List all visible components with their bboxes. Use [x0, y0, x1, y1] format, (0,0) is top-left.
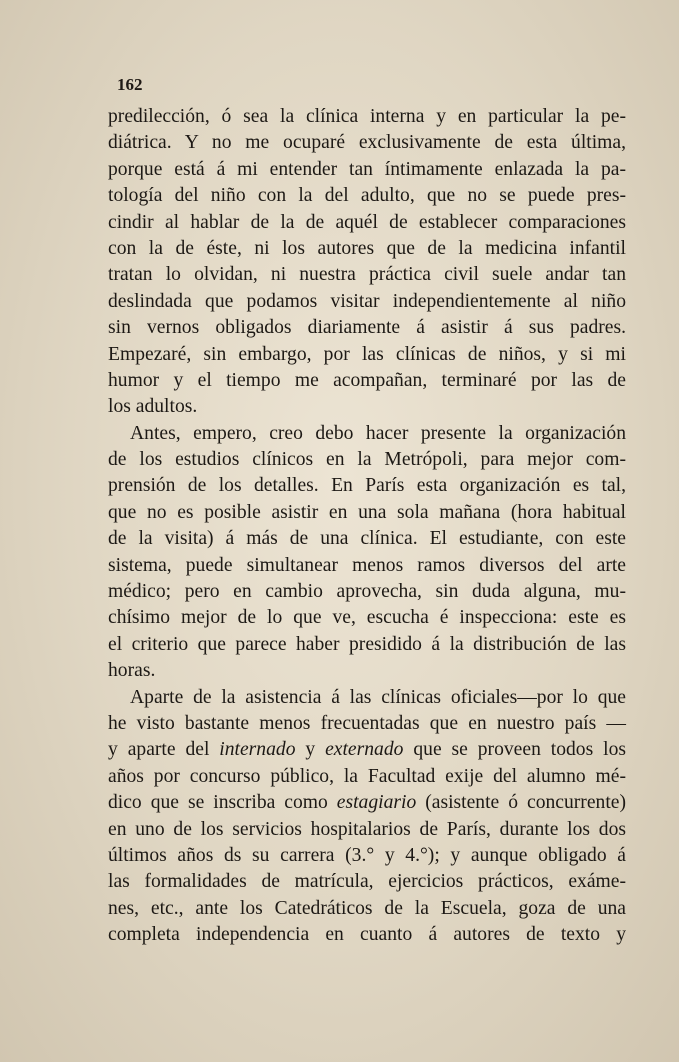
- paragraph-1: [108, 104, 626, 421]
- text-line: porque está á mi entender tan íntimamente enlazada la pa-: [108, 158, 626, 180]
- text-line: años por concurso público, la Facultad exije del alumno mé-: [108, 765, 626, 787]
- text-line: sistema, puede simultanear menos ramos diversos del arte: [108, 554, 626, 576]
- text-line: completa independencia en cuanto á autores de texto y: [108, 924, 626, 946]
- page-number: 162: [117, 75, 143, 94]
- text-line: sin vernos obligados diariamente á asistir á sus padres.: [108, 317, 626, 339]
- paragraph-2: [108, 421, 626, 685]
- text-line: chísimo mejor de lo que ve, escucha é inspecciona: este es: [108, 607, 626, 629]
- text-line: diátrica. Y no me ocuparé exclusivamente de esta última,: [108, 132, 626, 154]
- text-line: médico; pero en cambio aprovecha, sin duda alguna, mu-: [108, 581, 626, 603]
- text-line: humor y el tiempo me acompañan, terminaré por las de: [108, 369, 626, 391]
- text-line: he visto bastante menos frecuentadas que en nuestro país —: [108, 712, 626, 734]
- text-line: predilección, ó sea la clínica interna y en particular la pe-: [108, 106, 626, 127]
- text-line: de los estudios clínicos en la Metrópoli, para mejor com-: [108, 449, 626, 471]
- text-line: Empezaré, sin embargo, por las clínicas de niños, y si mi: [108, 343, 626, 365]
- text-line: prensión de los detalles. En París esta organización es tal,: [108, 475, 626, 497]
- text-line: Aparte de la asistencia á las clínicas oficiales—por lo que: [130, 686, 626, 708]
- text-line: últimos años ds su carrera (3.° y 4.°); y aunque obligado á: [108, 844, 626, 866]
- text-line: con la de éste, ni los autores que de la medicina infantil: [108, 237, 626, 259]
- paragraph-3: [108, 685, 626, 949]
- text-line: nes, etc., ante los Catedráticos de la Escuela, goza de una: [108, 897, 626, 919]
- text-line: el criterio que parece haber presidido á la distribución de las: [108, 633, 626, 655]
- text-line: y aparte del internado y externado que se proveen todos los: [108, 739, 626, 761]
- text-line: los adultos.: [108, 396, 198, 418]
- text-line: Antes, empero, creo debo hacer presente la organización: [130, 422, 626, 444]
- text-line: las formalidades de matrícula, ejercicios prácticos, exáme-: [108, 871, 626, 893]
- text-line: cindir al hablar de la de aquél de establecer comparaciones: [108, 211, 626, 233]
- text-line: dico que se inscriba como estagiario (asistente ó concurrente): [108, 792, 626, 814]
- text-line: en uno de los servicios hospitalarios de París, durante los dos: [108, 818, 626, 840]
- text-line: tratan lo olvidan, ni nuestra práctica civil suele andar tan: [108, 264, 626, 286]
- text-line: de la visita) á más de una clínica. El estudiante, con este: [108, 528, 626, 550]
- text-line: deslindada que podamos visitar independientemente al niño: [108, 290, 626, 312]
- text-line: horas.: [108, 660, 156, 682]
- body-text: [108, 104, 626, 949]
- text-line: tología del niño con la del adulto, que no se puede pres-: [108, 185, 626, 207]
- text-line: que no es posible asistir en una sola mañana (hora habitual: [108, 501, 626, 523]
